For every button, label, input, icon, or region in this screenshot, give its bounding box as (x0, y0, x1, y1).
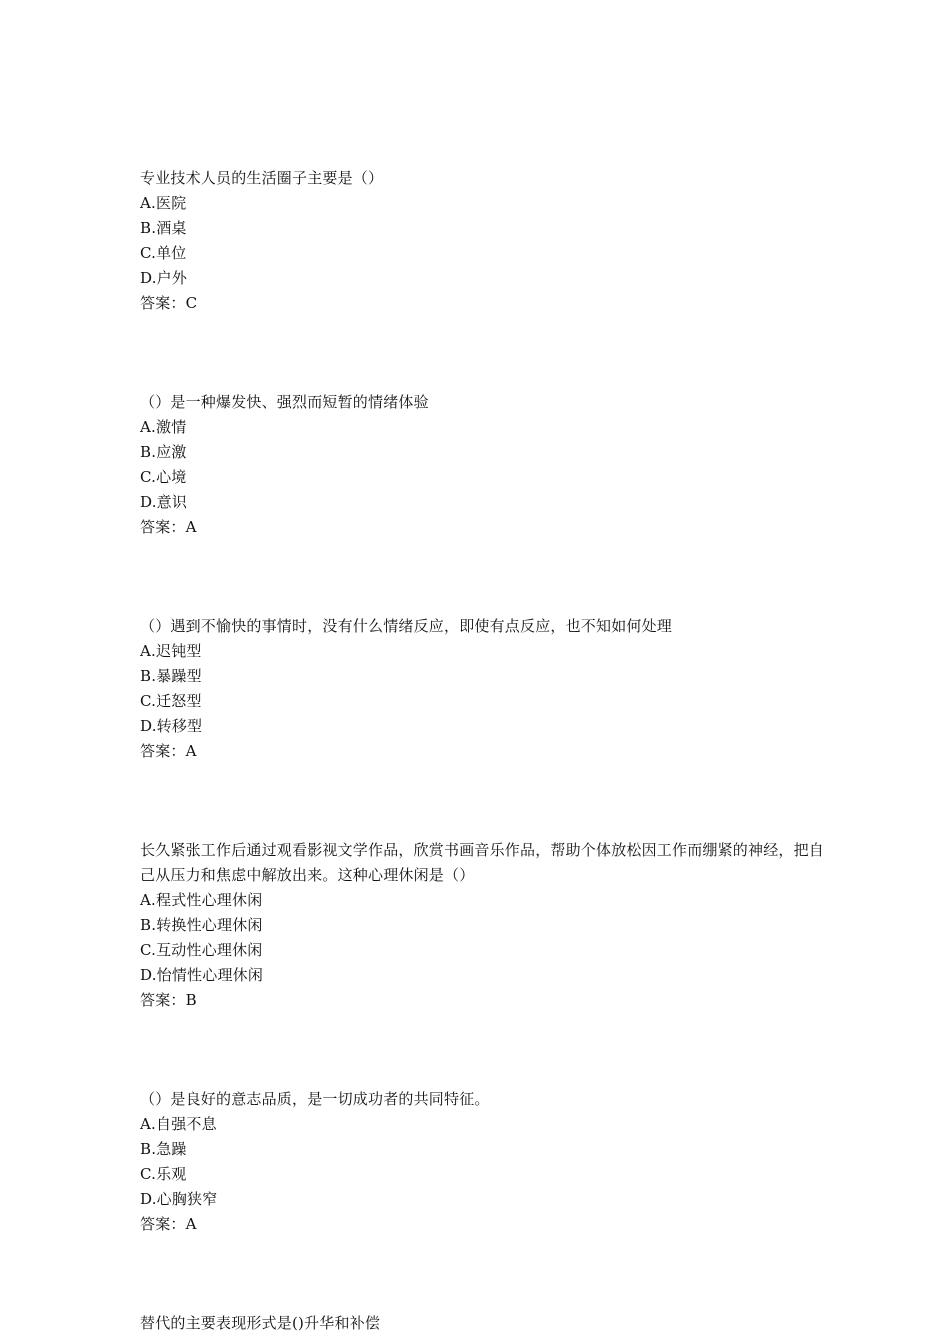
option-b: B.应激 (140, 443, 187, 461)
option-a: A.程式性心理休闲 (140, 891, 263, 909)
question-stem: （）是一种爆发快、强烈而短暂的情绪体验 (140, 393, 429, 411)
option-b: B.暴躁型 (140, 667, 202, 685)
question-5 (140, 1087, 840, 1237)
option-d: D.户外 (140, 269, 188, 287)
answer-line: 答案：A (140, 742, 197, 760)
question-stem: （）遇到不愉快的事情时，没有什么情绪反应，即使有点反应，也不知如何处理 (140, 617, 673, 635)
option-b: B.转换性心理休闲 (140, 916, 263, 934)
question-stem: 替代的主要表现形式是()升华和补偿 (140, 1314, 381, 1332)
answer-line: 答案：B (140, 991, 197, 1009)
option-c: C.乐观 (140, 1165, 187, 1183)
option-b: B.酒桌 (140, 219, 187, 237)
question-6 (140, 1311, 840, 1336)
option-a: A.自强不息 (140, 1115, 217, 1133)
answer-line: 答案：A (140, 518, 197, 536)
option-c: C.互动性心理休闲 (140, 941, 263, 959)
option-c: C.心境 (140, 468, 187, 486)
question-stem: 专业技术人员的生活圈子主要是（） (140, 169, 384, 187)
option-c: C.迁怒型 (140, 692, 202, 710)
question-stem: 长久紧张工作后通过观看影视文学作品，欣赏书画音乐作品，帮助个体放松因工作而绷紧的神经，把自己从压力和焦虑中解放出来。这种心理休闲是（） (140, 841, 825, 884)
document-page (140, 166, 840, 1336)
question-1 (140, 166, 840, 316)
option-b: B.急躁 (140, 1140, 187, 1158)
option-c: C.单位 (140, 244, 187, 262)
option-d: D.意识 (140, 493, 188, 511)
question-2 (140, 390, 840, 540)
option-a: A.医院 (140, 194, 187, 212)
option-a: A.迟钝型 (140, 642, 202, 660)
option-d: D.怡情性心理休闲 (140, 966, 264, 984)
answer-line: 答案：C (140, 294, 198, 312)
question-4 (140, 838, 840, 1013)
question-stem: （）是良好的意志品质，是一切成功者的共同特征。 (140, 1090, 490, 1108)
answer-line: 答案：A (140, 1215, 197, 1233)
option-d: D.心胸狭窄 (140, 1190, 218, 1208)
option-a: A.激情 (140, 418, 187, 436)
option-d: D.转移型 (140, 717, 203, 735)
question-3 (140, 614, 840, 764)
